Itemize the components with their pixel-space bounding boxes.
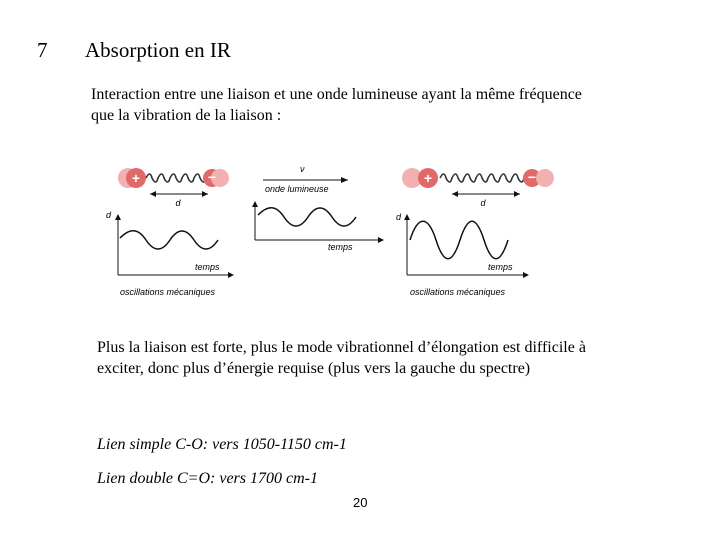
right-axis-d: d (396, 212, 402, 222)
right-wave (410, 221, 508, 259)
left-wave (120, 231, 218, 249)
right-d-label: d (480, 198, 486, 208)
right-graph (396, 212, 529, 297)
minus-sign-left: − (207, 169, 217, 185)
center-panel (252, 164, 384, 252)
nu-label: ν (300, 164, 305, 174)
slide-number: 7 (37, 38, 48, 62)
right-spring (440, 174, 524, 182)
wave-label: onde lumineuse (265, 184, 329, 194)
left-caption: oscillations mécaniques (120, 287, 216, 297)
minus-sign-right: − (527, 169, 537, 185)
page-number: 20 (353, 495, 368, 510)
left-molecule (118, 168, 229, 208)
ir-absorption-figure (100, 150, 640, 310)
light-wave (258, 208, 356, 226)
slide-title: Absorption en IR (85, 38, 231, 62)
right-molecule (402, 168, 554, 208)
light-arrowhead (341, 177, 348, 183)
plus-sign-right: + (423, 170, 433, 186)
left-d-label: d (175, 198, 181, 208)
right-caption: oscillations mécaniques (410, 287, 506, 297)
left-axis-d: d (106, 210, 112, 220)
lien-double: Lien double C=O: vers 1700 cm-1 (97, 470, 318, 487)
figure-svg (100, 150, 640, 310)
right-axis-temps: temps (488, 262, 513, 272)
lien-simple: Lien simple C-O: vers 1050-1150 cm-1 (97, 436, 347, 453)
right-atom-ghost-b (536, 169, 554, 187)
left-axis-temps: temps (195, 262, 220, 272)
center-axis-temps: temps (328, 242, 353, 252)
plus-sign-left: + (131, 170, 141, 186)
explanation-paragraph: Plus la liaison est forte, plus le mode vibrationnel d’élongation est difficile à exciter, donc plus d’énergie requise (plus vers la gauche du spectre) (97, 339, 586, 377)
left-graph (106, 210, 234, 297)
intro-text: Interaction entre une liaison et une onde lumineuse ayant la même fréquence que la vibration de la liaison : (91, 86, 582, 124)
